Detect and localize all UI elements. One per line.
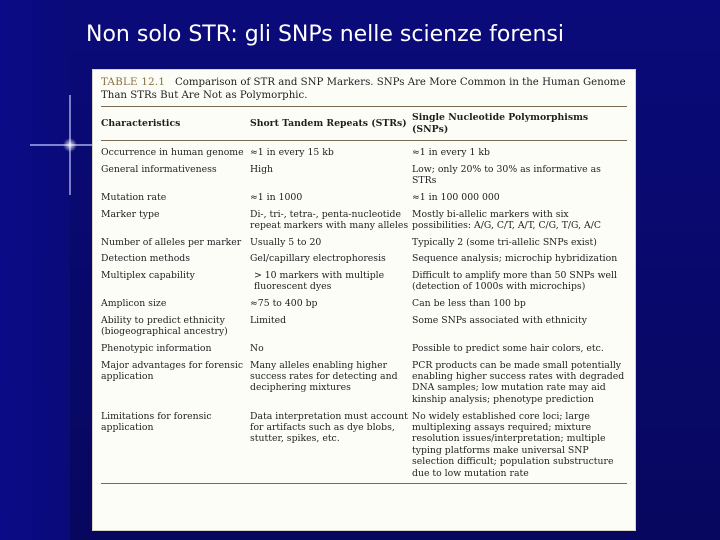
cell-characteristic: Ability to predict ethnicity (biogeographical ancestry) [101, 314, 228, 338]
cell-str: Data interpretation must account for artifacts such as dye blobs, stutter, spikes, etc. [250, 410, 408, 445]
table-caption [101, 76, 627, 102]
table-row [101, 162, 627, 190]
table-row [101, 297, 627, 314]
table-caption-text: Comparison of STR and SNP Markers. SNPs Are More Common in the Human Genome Than STRs But Are Not as Polymorphic. [101, 77, 626, 101]
cell-snp: Some SNPs associated with ethnicity [412, 314, 587, 326]
cell-snp: Possible to predict some hair colors, etc. [412, 342, 604, 354]
cell-characteristic: Detection methods [101, 253, 191, 265]
cell-str: Many alleles enabling higher success rates for detecting and deciphering mixtures [250, 359, 398, 394]
cell-str: No [250, 342, 264, 354]
table-row [101, 341, 627, 358]
cell-str: ≈1 in 1000 [250, 191, 303, 203]
header-snp: Single Nucleotide Polymorphisms (SNPs) [412, 112, 589, 135]
cell-snp: PCR products can be made small potentially enabling higher success rates with degraded DNA samples; low mutation rate may aid kinship analysis; phenotype prediction [412, 359, 625, 405]
cell-characteristic: Multiplex capability [101, 270, 195, 282]
table-row [101, 313, 627, 341]
table-row [101, 141, 627, 163]
cell-str: ≈75 to 400 bp [250, 298, 318, 310]
comparison-table [101, 107, 627, 483]
cell-characteristic: Mutation rate [101, 191, 167, 203]
cell-str: > 10 markers with multiple fluorescent dyes [254, 270, 385, 293]
cell-str: High [250, 163, 274, 175]
table-row [101, 252, 627, 269]
table-header-row [101, 107, 627, 141]
table-document [92, 69, 636, 531]
cell-snp: No widely established core loci; large multiplexing assays required; mixture resolution issues/interpretation; multiple typing platforms make universal SNP selection difficult; population substructure due to low mutation rate [412, 410, 614, 479]
cell-characteristic: Amplicon size [101, 298, 167, 310]
table-label: TABLE 12.1 [101, 77, 166, 88]
table-row [101, 190, 627, 207]
left-decorative-band [0, 0, 70, 540]
cell-characteristic: Number of alleles per marker [101, 236, 242, 248]
table-row [101, 207, 627, 235]
cell-snp: Can be less than 100 bp [412, 298, 526, 310]
cell-snp: Mostly bi-allelic markers with six possibilities: A/G, C/T, A/T, C/G, T/G, A/C [412, 208, 601, 231]
table-row [101, 269, 627, 297]
table-row [101, 358, 627, 409]
bottom-rule [101, 483, 627, 484]
header-characteristics: Characteristics [101, 118, 181, 129]
cell-characteristic: Marker type [101, 208, 160, 220]
cell-str: Gel/capillary electrophoresis [250, 253, 386, 265]
cell-characteristic: General informativeness [101, 163, 217, 175]
cell-str: ≈1 in every 15 kb [250, 147, 334, 158]
cell-characteristic: Phenotypic information [101, 342, 212, 354]
cell-snp: Typically 2 (some tri-allelic SNPs exist) [412, 236, 597, 248]
cell-characteristic: Limitations for forensic application [101, 410, 212, 433]
cell-snp: Low; only 20% to 30% as informative as STRs [412, 163, 601, 187]
table-row [101, 409, 627, 483]
cell-str: Limited [250, 314, 287, 326]
header-str: Short Tandem Repeats (STRs) [250, 118, 407, 129]
cell-snp: Difficult to amplify more than 50 SNPs well (detection of 1000s with microchips) [412, 270, 618, 293]
cell-str: Di-, tri-, tetra-, penta-nucleotide repeat markers with many alleles [250, 208, 409, 231]
cell-str: Usually 5 to 20 [250, 236, 322, 248]
cell-snp: Sequence analysis; microchip hybridization [412, 253, 618, 265]
slide-title: Non solo STR: gli SNPs nelle scienze forensi [86, 22, 564, 47]
cell-characteristic: Occurrence in human genome [101, 147, 244, 158]
cell-snp: ≈1 in every 1 kb [412, 147, 490, 158]
cell-characteristic: Major advantages for forensic application [101, 359, 244, 383]
cell-snp: ≈1 in 100 000 000 [412, 191, 500, 203]
table-row [101, 235, 627, 252]
